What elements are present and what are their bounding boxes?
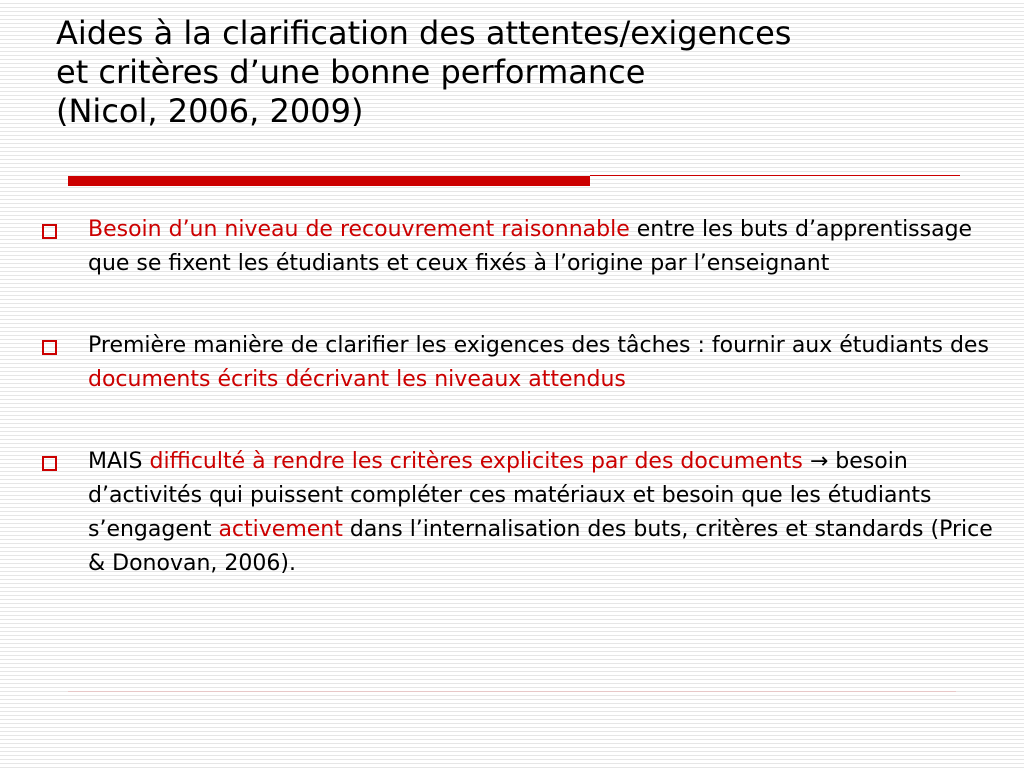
bullet-list	[40, 213, 1000, 581]
bullet-1-text: entre les buts d’apprentissage que se fixent les étudiants et ceux fixés à l’origine par l’enseignant	[88, 217, 973, 276]
bullet-3-highlight-1: difficulté à rendre les critères explicites par des documents	[149, 449, 803, 474]
title-line-3: (Nicol, 2006, 2009)	[56, 92, 364, 130]
bullet-item-2	[40, 329, 1000, 397]
hollow-square-bullet-icon	[42, 340, 57, 355]
bullet-3-highlight-2: activement	[218, 517, 343, 542]
bullet-1-highlight: Besoin d’un niveau de recouvrement raisonnable	[88, 217, 630, 242]
bullet-2-text: Première manière de clarifier les exigences des tâches : fournir aux étudiants des	[88, 333, 989, 358]
hollow-square-bullet-icon	[42, 224, 57, 239]
title-line-1: Aides à la clarification des attentes/exigences	[56, 14, 792, 52]
bullet-3-text-1: MAIS	[88, 449, 150, 474]
bullet-3-text-3: dans l’internalisation des buts, critères et standards (Price & Donovan, 2006).	[88, 517, 993, 576]
footer-divider	[68, 691, 956, 692]
bullet-3-text-2: besoin d’activités qui puissent compléter ces matériaux et besoin que les étudiants s’engagent	[88, 449, 932, 542]
bullet-item-3	[40, 445, 1000, 581]
title-underline-thick	[68, 176, 590, 186]
title-underline-thin	[590, 175, 960, 176]
slide-title	[56, 14, 1006, 131]
right-arrow-icon: →	[809, 449, 829, 474]
hollow-square-bullet-icon	[42, 456, 57, 471]
title-line-2: et critères d’une bonne performance	[56, 53, 646, 91]
bullet-2-highlight: documents écrits décrivant les niveaux attendus	[88, 367, 626, 392]
bullet-item-1	[40, 213, 1000, 281]
